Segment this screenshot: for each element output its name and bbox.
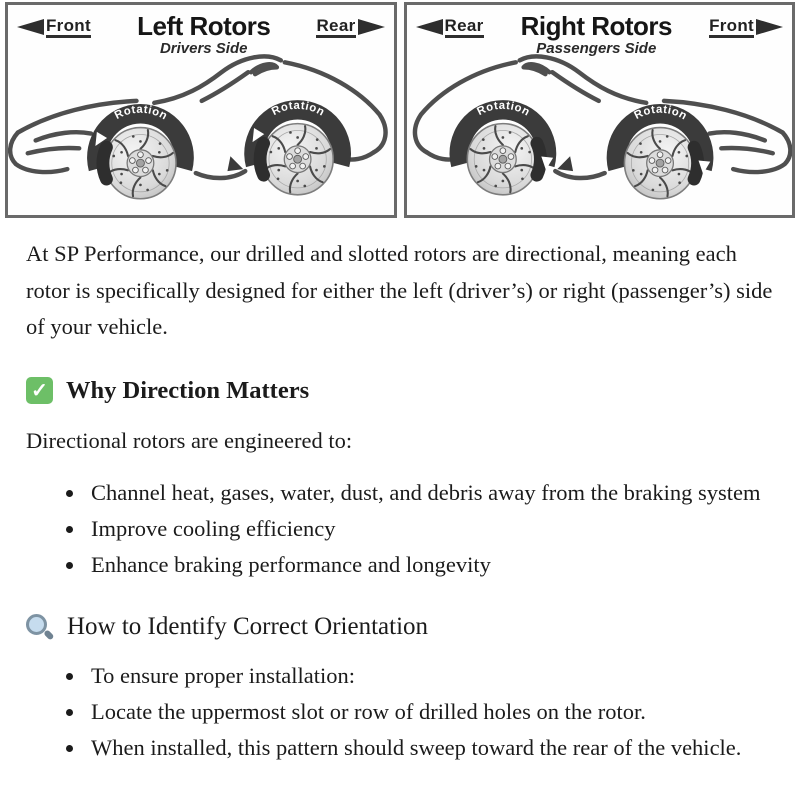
right-panel-titles bbox=[521, 13, 672, 57]
left-panel-header bbox=[8, 5, 394, 57]
why-bullet-list bbox=[26, 475, 774, 582]
arrow-right-icon bbox=[756, 19, 783, 35]
panel-title: Right Rotors bbox=[520, 11, 672, 41]
bullet-item: • Improve cooling efficiency bbox=[86, 511, 774, 546]
panel-subtitle: Passengers Side bbox=[536, 40, 657, 57]
arrow-right-icon bbox=[358, 19, 385, 35]
arrow-left-icon bbox=[416, 19, 443, 35]
panel-subtitle: Drivers Side bbox=[159, 40, 248, 57]
rotation-label: Rotation bbox=[631, 103, 689, 123]
why-direction-matters-heading bbox=[26, 376, 774, 405]
check-mark-icon bbox=[26, 377, 53, 404]
bullet-item: • Channel heat, gases, water, dust, and debris away from the braking system bbox=[86, 475, 774, 510]
bullet-item: • Locate the uppermost slot or row of drilled holes on the rotor. bbox=[86, 694, 774, 729]
rear-direction-label bbox=[416, 17, 484, 38]
arrow-left-icon bbox=[17, 19, 44, 35]
heading-text: Why Direction Matters bbox=[66, 376, 310, 404]
rotation-label: Rotation bbox=[269, 99, 327, 119]
left-car-illustration bbox=[8, 53, 394, 215]
right-rotors-panel bbox=[404, 2, 796, 218]
left-panel-titles bbox=[137, 13, 270, 57]
magnifier-handle bbox=[44, 630, 55, 641]
check-glyph: ✓ bbox=[31, 379, 48, 402]
bullet-item: • When installed, this pattern should sweep toward the rear of the vehicle. bbox=[86, 730, 774, 765]
why-lead-paragraph: Directional rotors are engineered to: bbox=[26, 427, 353, 453]
article-body bbox=[0, 218, 800, 785]
front-direction-label bbox=[17, 17, 91, 38]
intro-paragraph: At SP Performance, our drilled and slotted rotors are directional, meaning each rotor is specifically designed for either the left (driver’s) or right (passenger’s) side of your vehicle. bbox=[26, 241, 773, 339]
edge-label-text: Front bbox=[46, 17, 91, 38]
rear-direction-label bbox=[316, 17, 384, 38]
right-panel-header bbox=[407, 5, 793, 57]
identify-orientation-heading bbox=[26, 612, 774, 642]
edge-label-text: Front bbox=[709, 17, 754, 38]
right-car-illustration bbox=[407, 53, 793, 215]
front-direction-label bbox=[709, 17, 783, 38]
rotation-label: Rotation bbox=[112, 103, 170, 123]
identify-bullet-list bbox=[26, 658, 774, 765]
rotor-direction-diagram bbox=[0, 0, 800, 218]
edge-label-text: Rear bbox=[316, 17, 355, 38]
left-rotors-panel bbox=[5, 2, 397, 218]
bullet-item: • Enhance braking performance and longevity bbox=[86, 547, 774, 582]
panel-title: Left Rotors bbox=[137, 11, 271, 41]
magnifier-icon bbox=[26, 613, 54, 641]
edge-label-text: Rear bbox=[445, 17, 484, 38]
bullet-item: • To ensure proper installation: bbox=[86, 658, 774, 693]
rotation-label: Rotation bbox=[474, 99, 532, 119]
heading-text: How to Identify Correct Orientation bbox=[67, 613, 429, 641]
